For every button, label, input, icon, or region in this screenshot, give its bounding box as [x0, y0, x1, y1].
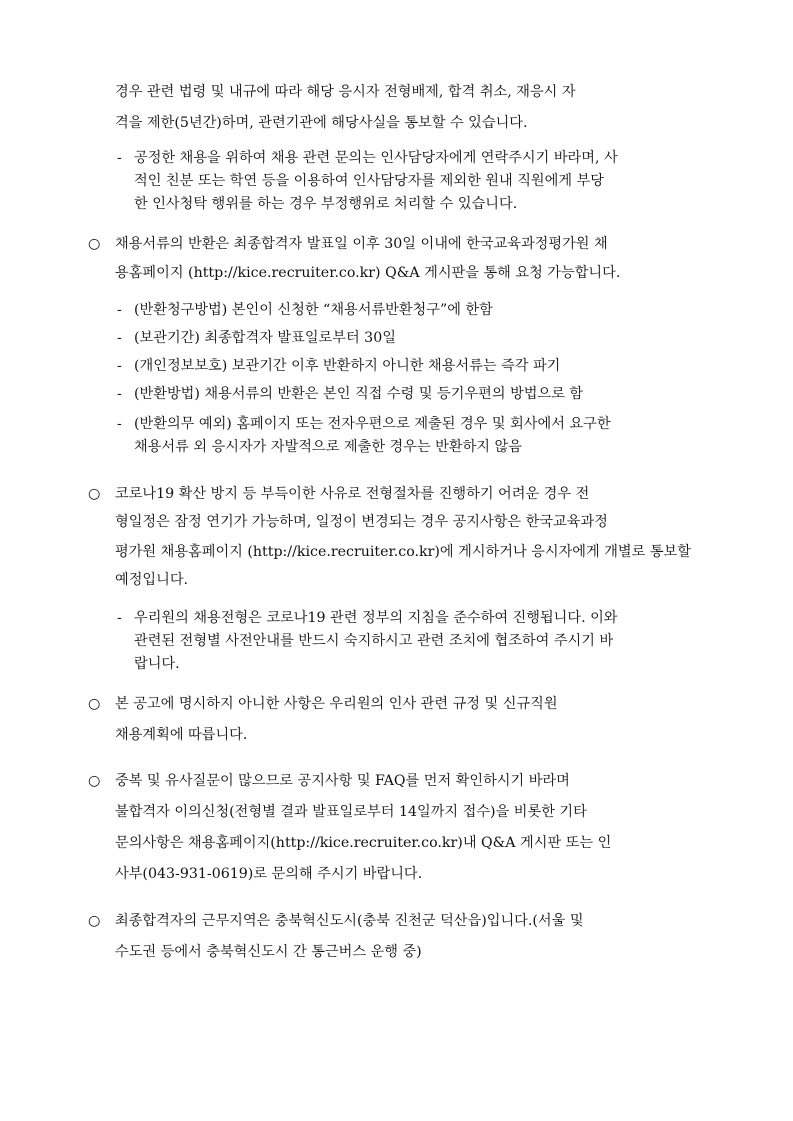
text-line: 공정한 채용을 위하여 채용 관련 문의는 인사담당자에게 연락주시기 바라며, 사 — [134, 150, 618, 166]
text-line: (반환청구방법) 본인이 신청한 “채용서류반환청구”에 한함 — [134, 302, 493, 318]
text-line: 사부(043-931-0619)로 문의해 주시기 바랍니다. — [115, 866, 423, 882]
dash-marker: - — [117, 302, 122, 318]
text-line: 불합격자 이의신청(전형별 결과 발표일로부터 14일까지 접수)을 비롯한 기타 — [115, 804, 587, 820]
text-line: 채용서류 외 응시자가 자발적으로 제출한 경우는 반환하지 않음 — [134, 439, 522, 455]
text-line: 한 인사청탁 행위를 하는 경우 부정행위로 처리할 수 있습니다. — [134, 196, 518, 212]
circle-bullet-icon: ○ — [88, 696, 101, 712]
text-line: 격을 제한(5년간)하며, 관련기관에 해당사실을 통보할 수 있습니다. — [115, 115, 528, 131]
dash-marker: - — [117, 416, 122, 432]
text-line: 코로나19 확산 방지 등 부득이한 사유로 전형절차를 진행하기 어려운 경우 전 — [115, 486, 590, 502]
text-line: 랍니다. — [134, 656, 180, 672]
dash-marker: - — [117, 358, 122, 374]
circle-bullet-icon: ○ — [88, 773, 101, 789]
text-line: 관련된 전형별 사전안내를 반드시 숙지하시고 관련 조치에 협조하여 주시기 바 — [134, 633, 614, 649]
text-line: 채용계획에 따릅니다. — [115, 727, 248, 743]
text-line: 본 공고에 명시하지 아니한 사항은 우리원의 인사 관련 규정 및 신규직원 — [115, 696, 558, 712]
dash-marker: - — [117, 386, 122, 402]
text-line: 적인 친분 또는 학연 등을 이용하여 인사담당자를 제외한 원내 직원에게 부당 — [134, 173, 604, 189]
dash-marker: - — [117, 610, 122, 626]
text-line: (반환방법) 채용서류의 반환은 본인 직접 수령 및 등기우편의 방법으로 함 — [134, 386, 584, 402]
text-line: (보관기간) 최종합격자 발표일로부터 30일 — [134, 330, 396, 346]
text-line: 경우 관련 법령 및 내규에 따라 해당 응시자 전형배제, 합격 취소, 재응시 자 — [115, 84, 576, 100]
text-line: 형일정은 잠정 연기가 가능하며, 일정이 변경되는 경우 공지사항은 한국교육과정 — [115, 514, 608, 530]
circle-bullet-icon: ○ — [88, 913, 101, 929]
text-line: 우리원의 채용전형은 코로나19 관련 정부의 지침을 준수하여 진행됩니다. 이와 — [134, 610, 618, 626]
text-line: 예정입니다. — [115, 572, 189, 588]
text-line: 수도권 등에서 충북혁신도시 간 통근버스 운행 중) — [115, 944, 422, 960]
dash-marker: - — [117, 150, 122, 166]
circle-bullet-icon: ○ — [88, 486, 101, 502]
text-line: 문의사항은 채용홈페이지(http://kice.recruiter.co.kr)내 Q&A 게시판 또는 인 — [115, 835, 612, 851]
text-line: 용홈페이지 (http://kice.recruiter.co.kr) Q&A 게시판을 통해 요청 가능합니다. — [115, 265, 621, 281]
dash-marker: - — [117, 330, 122, 346]
circle-bullet-icon: ○ — [88, 236, 101, 252]
text-line: 최종합격자의 근무지역은 충북혁신도시(충북 진천군 덕산읍)입니다.(서울 및 — [115, 913, 584, 929]
text-line: (개인정보보호) 보관기간 이후 반환하지 아니한 채용서류는 즉각 파기 — [134, 358, 561, 374]
text-line: (반환의무 예외) 홈페이지 또는 전자우편으로 제출된 경우 및 회사에서 요구한 — [134, 416, 611, 432]
text-line: 중복 및 유사질문이 많으므로 공지사항 및 FAQ를 먼저 확인하시기 바라며 — [115, 773, 570, 789]
text-line: 채용서류의 반환은 최종합격자 발표일 이후 30일 이내에 한국교육과정평가원 채 — [115, 236, 608, 252]
text-line: 평가원 채용홈페이지 (http://kice.recruiter.co.kr)에 게시하거나 응시자에게 개별로 통보할 — [115, 544, 691, 560]
